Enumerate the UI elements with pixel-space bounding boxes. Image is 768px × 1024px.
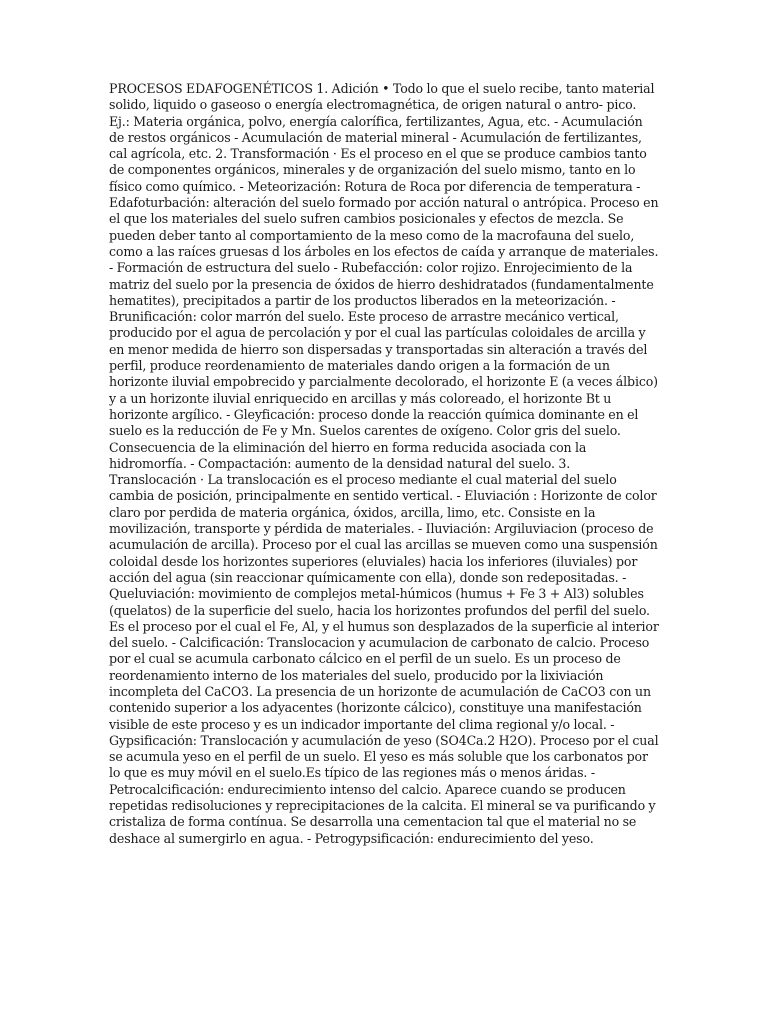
document-body-text: PROCESOS EDAFOGENÉTICOS 1. Adición • Todo lo que el suelo recibe, tanto material solido, liquido o gaseoso o energía electromagnética, de origen natural o antro- pico. Ej.: Materia orgánica, polvo, energía calorífica, fertilizantes, Agua, etc. - Acumulación de restos orgánicos - Acumulación de material mineral - Acumulación de fertilizantes, cal agrícola, etc. 2. Transformación · Es el proceso en el que se produce cambios tanto de componentes orgánicos, minerales y de organización del suelo mismo, tanto en lo físico como químico. - Meteorización: Rotura de Roca por diferencia de temperatura - Edafoturbación: alteración del suelo formado por acción natural o antrópica. Proceso en el que los materiales del suelo sufren cambios posicionales y efectos de mezcla. Se pueden deber tanto al comportamiento de la meso como de la macrofauna del suelo, como a las raíces gruesas d los árboles en los efectos de caída y arranque de materiales. - Formación de estructura del suelo - Rubefacción: color rojizo. Enrojecimiento de la matriz del suelo por la presencia de óxidos de hierro deshidratados (fundamentalmente hematites), precipitados a partir de los productos liberados en la meteorización. - Brunificación: color marrón del suelo. Este proceso de arrastre mecánico vertical, producido por el agua de percolación y por el cual las partículas coloidales de arcilla y en menor medida de hierro son dispersadas y transportadas sin alteración a través del perfil, produce reordenamiento de materiales dando origen a la formación de un horizonte iluvial empobrecido y parcialmente decolorado, el horizonte E (a veces álbico) y a un horizonte iluvial enriquecido en arcillas y más coloreado, el horizonte Bt u horizonte argílico. - Gleyficación: proceso donde la reacción química dominante en el suelo es la reducción de Fe y Mn. Suelos carentes de oxígeno. Color gris del suelo. Consecuencia de la eliminación del hierro en forma reducida asociada con la hidromorfía. - Compactación: aumento de la densidad natural del suelo. 3. Translocación · La translocación es el proceso mediante el cual material del suelo cambia de posición, principalmente en sentido vertical. - Eluviación : Horizonte de color claro por perdida de materia orgánica, óxidos, arcilla, limo, etc. Consiste en la movilización, transporte y pérdida de materiales. - Iluviación: Argiluviacion (proceso de acumulación de arcilla). Proceso por el cual las arcillas se mueven como una suspensión coloidal desde los horizontes superiores (eluviales) hacia los inferiores (iluviales) por acción del agua (sin reaccionar químicamente con ella), donde son redepositadas. - Queluviación: movimiento de complejos metal-húmicos (humus + Fe 3 + Al3) solubles (quelatos) de la superficie del suelo, hacia los horizontes profundos del perfil del suelo. Es el proceso por el cual el Fe, Al, y el humus son desplazados de la superficie al interior del suelo. - Calcificación: Translocacion y acumulacion de carbonato de calcio. Proceso por el cual se acumula carbonato cálcico en el perfil de un suelo. Es un proceso de reordenamiento interno de los materiales del suelo, producido por la lixiviación incompleta del CaCO3. La presencia de un horizonte de acumulación de CaCO3 con un contenido superior a los adyacentes (horizonte cálcico), constituye una manifestación visible de este proceso y es un indicador importante del clima regional y/o local. - Gypsificación: Translocación y acumulación de yeso (SO4Ca.2 H2O). Proceso por el cual se acumula yeso en el perfil de un suelo. El yeso es más soluble que los carbonatos por lo que es muy móvil en el suelo.Es típico de las regiones más o menos áridas. - Petrocalcificación: endurecimiento intenso del calcio. Aparece cuando se producen repetidas redisoluciones y reprecipitaciones de la calcita. El mineral se va purificando y cristaliza de forma contínua. Se desarrolla una cementacion tal que el material no se deshace al sumergirlo en agua. - Petrogypsificación: endurecimiento del yeso.	[109, 81, 659, 846]
